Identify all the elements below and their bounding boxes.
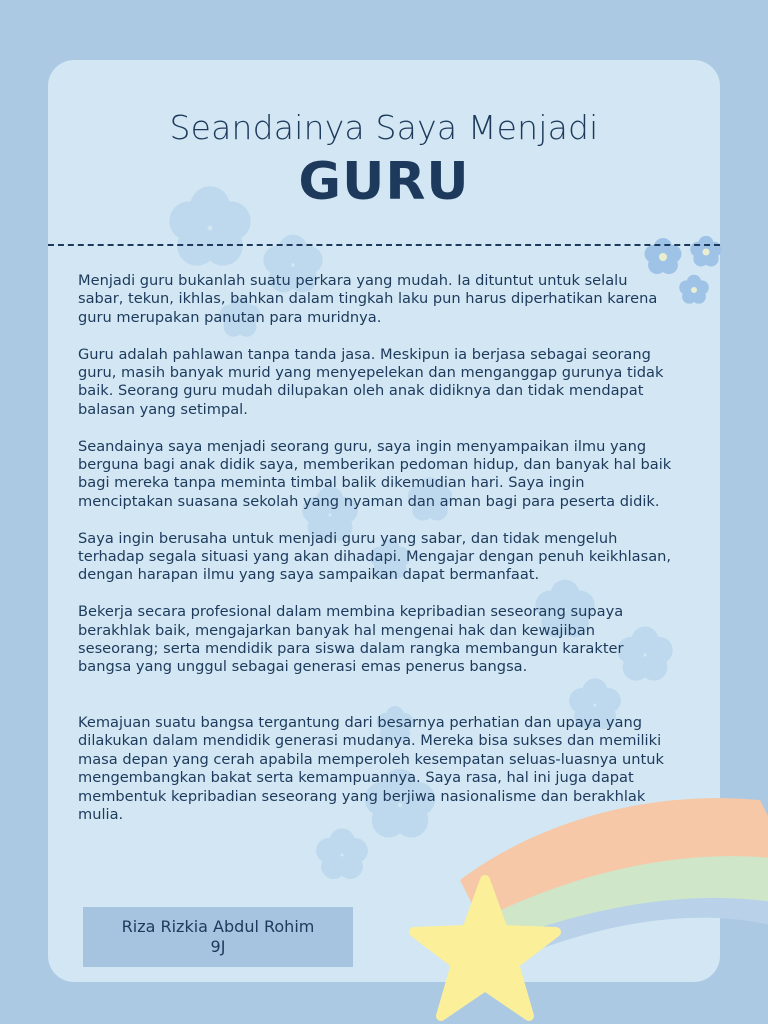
essay-body [78, 272, 674, 843]
title-line-1: Seandainya Saya Menjadi [169, 108, 599, 147]
author-name: Riza Rizkia Abdul Rohim [121, 917, 315, 936]
title-line-2: GURU [298, 152, 470, 212]
paragraph-5: Bekerja secara profesional dalam membina kepribadian seseorang supaya berakhlak baik, mengajarkan banyak hal mengenai hak dan kewajiban seseorang; serta mendidik para siswa dalam rangka membangun karakter bangsa yang unggul sebagai generasi emas penerus bangsa. [78, 603, 624, 676]
paragraph-4: Saya ingin berusaha untuk menjadi guru yang sabar, dan tidak mengeluh terhadap segala situasi yang akan dihadapi. Mengajar dengan penuh keikhlasan, dengan harapan ilmu yang saya sampaikan dapat bermanfaat. [78, 529, 672, 584]
paragraph-2: Guru adalah pahlawan tanpa tanda jasa. Meskipun ia berjasa sebagai seorang guru, masih banyak murid yang menyepelekan dan menganggap gurunya tidak baik. Seorang guru mudah dilupakan oleh anak didiknya dan tidak mendapat balasan yang setimpal. [78, 345, 664, 418]
paragraph-3: Seandainya saya menjadi seorang guru, saya ingin menyampaikan ilmu yang berguna bagi anak didik saya, memberikan pedoman hidup, dan banyak hal baik bagi mereka tanpa meminta timbal balik dikemudian hari. Saya ingin menciptakan suasana sekolah yang nyaman dan aman bagi para peserta didik. [78, 437, 672, 510]
paragraph-6: Kemajuan suatu bangsa tergantung dari besarnya perhatian dan upaya yang dilakukan dalam mendidik generasi mudanya. Mereka bisa sukses dan memiliki masa depan yang cerah apabila memperoleh kesempatan seluas-luasnya untuk mengembangkan bakat serta kemampuannya. Saya rasa, hal ini juga dapat membentuk kepribadian seseorang yang berjiwa nasionalisme dan berakhlak mulia. [78, 713, 664, 823]
author-box [83, 907, 353, 967]
paragraph-1: Menjadi guru bukanlah suatu perkara yang mudah. Ia dituntut untuk selalu sabar, tekun, ikhlas, bahkan dalam tingkah laku pun harus diperhatikan karena guru merupakan panutan para muridnya. [78, 272, 658, 326]
author-class: 9J [210, 937, 226, 956]
dashed-divider [48, 244, 720, 246]
